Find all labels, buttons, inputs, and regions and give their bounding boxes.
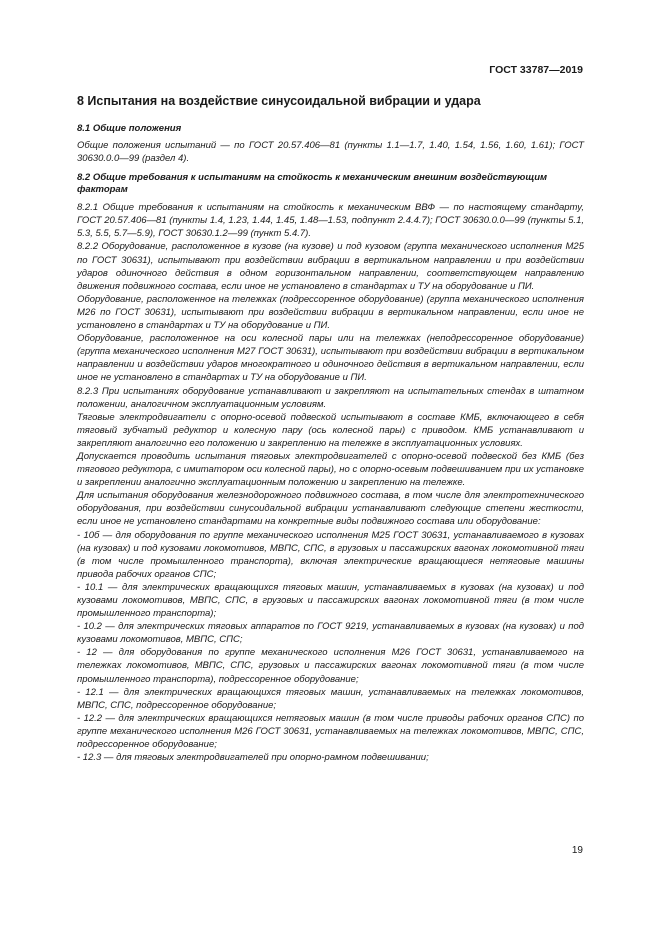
list-item: - 10.2 — для электрических тяговых аппаратов по ГОСТ 9219, устанавливаемых в кузовах (на кузовах) и под кузовами локомотивов, МВПС, СПС;	[77, 621, 584, 646]
paragraph: Допускается проводить испытания тяговых электродвигателей с опорно-осевой подвеской без КМБ (без тягового редуктора, с имитатором оси колесной пары), но с опорно-осевым подвешиванием при их установке и закреплении аналогично эксплуатационным положению и закреплению на тележке.	[77, 450, 584, 489]
paragraph: Оборудование, расположенное на тележках (подрессоренное оборудование) (группа механического исполнения М26 по ГОСТ 30631), испытывают при воздействии вибрации в вертикальном направлении, если иное не установлено в стандартах и ТУ на оборудование и ПИ.	[77, 293, 584, 332]
document-id-header: ГОСТ 33787—2019	[489, 64, 583, 76]
list-item: - 12 — для оборудования по группе механического исполнения М26 ГОСТ 30631, устанавливаемого на тележках локомотивов, МВПС, СПС, грузовых и пассажирских вагонах локомотивной тяги (в том числе промышленного транспорта), подрессоренное оборудование;	[77, 647, 584, 685]
paragraph: Для испытания оборудования железнодорожного подвижного состава, в том числе для электротехнического оборудования, при воздействии синусоидальной вибрации устанавливают следующие степени жесткости, если иное не установлено стандартами на конкретные виды подвижного состава или оборудование:	[77, 490, 584, 528]
paragraph: Оборудование, расположенное на оси колесной пары или на тележках (неподрессоренное оборудование) (группа механического исполнения М27 ГОСТ 30631), испытывают при воздействии вибрации в вертикальном направлении и воздействии ударов многократного и одиночного действия в вертикальном направлении, если иное не установлено в стандартах и ТУ на оборудование и ПИ.	[77, 333, 584, 384]
subsection-8-2-heading: 8.2 Общие требования к испытаниям на стойкость к механическим внешним воздействующим факторам	[77, 172, 548, 196]
subsection-8-1-heading: 8.1 Общие положения	[77, 123, 182, 134]
list-item: - 10б — для оборудования по группе механического исполнения М25 ГОСТ 30631, устанавливаемого в кузовах (на кузовах) и под кузовами локомотивов, МВПС, СПС, в грузовых и пассажирских вагонах локомотивной тяги (в том числе промышленного транспорта), включая электрические вращающиеся нетяговые машины привода рабочих органов СПС;	[77, 529, 584, 580]
page-content	[77, 94, 584, 764]
page-number: 19	[571, 845, 583, 856]
paragraph: 8.2.3 При испытаниях оборудование устанавливают и закрепляют на испытательных стендах в штатном положении, аналогичном эксплуатационным условиям.	[77, 385, 584, 410]
paragraph: 8.2.1 Общие требования к испытаниям на стойкость к механическим ВВФ — по настоящему стандарту, ГОСТ 20.57.406—81 (пункты 1.4, 1.23, 1.44, 1.45, 1.48—1.53, подпункт 2.4.4.7); ГОСТ 30630.0.0—99 (пункты 5.1, 5.3, 5.5, 5.7—5.9), ГОСТ 30630.1.2—99 (пункт 5.4.7).	[77, 202, 584, 240]
list-item: - 12.2 — для электрических вращающихся нетяговых машин (в том числе приводы рабочих органов СПС) по группе механического исполнения М26 ГОСТ 30631, устанавливаемых на тележках локомотивов, МВПС, СПС, подрессоренное оборудование;	[77, 712, 584, 751]
paragraph: Общие положения испытаний — по ГОСТ 20.57.406—81 (пункты 1.1—1.7, 1.40, 1.54, 1.56, 1.60, 1.61); ГОСТ 30630.0.0—99 (раздел 4).	[77, 140, 584, 165]
list-item: - 12.3 — для тяговых электродвигателей при опорно-рамном подвешивании;	[77, 752, 429, 764]
section-title: 8 Испытания на воздействие синусоидальной вибрации и удара	[77, 94, 481, 108]
list-item: - 12.1 — для электрических вращающихся тяговых машин, устанавливаемых на тележках локомотивов, МВПС, СПС, подрессоренное оборудование;	[77, 686, 584, 711]
paragraph: 8.2.2 Оборудование, расположенное в кузове (на кузове) и под кузовом (группа механического исполнения М25 по ГОСТ 30631), испытывают при воздействии вибрации в вертикальном направлении и при воздействии ударов одиночного действия в одном горизонтальном направлении, соответствующем направлению движения подвижного состава, если иное не установлено в стандартах и ТУ на оборудование и ПИ.	[77, 241, 584, 292]
paragraph: Тяговые электродвигатели с опорно-осевой подвеской испытывают в составе КМБ, включающего в себя тяговый зубчатый редуктор и колесную пару (ось колесной пары) с приводом. КМБ устанавливают и закрепляют аналогично его положению и закреплению на тележке в эксплуатационных условиях.	[77, 411, 584, 449]
list-item: - 10.1 — для электрических вращающихся тяговых машин, устанавливаемых в кузовах (на кузовах) и под кузовами локомотивов, МВПС, СПС, в грузовых и пассажирских вагонах локомотивной тяги (в том числе промышленного транспорта);	[77, 581, 584, 620]
